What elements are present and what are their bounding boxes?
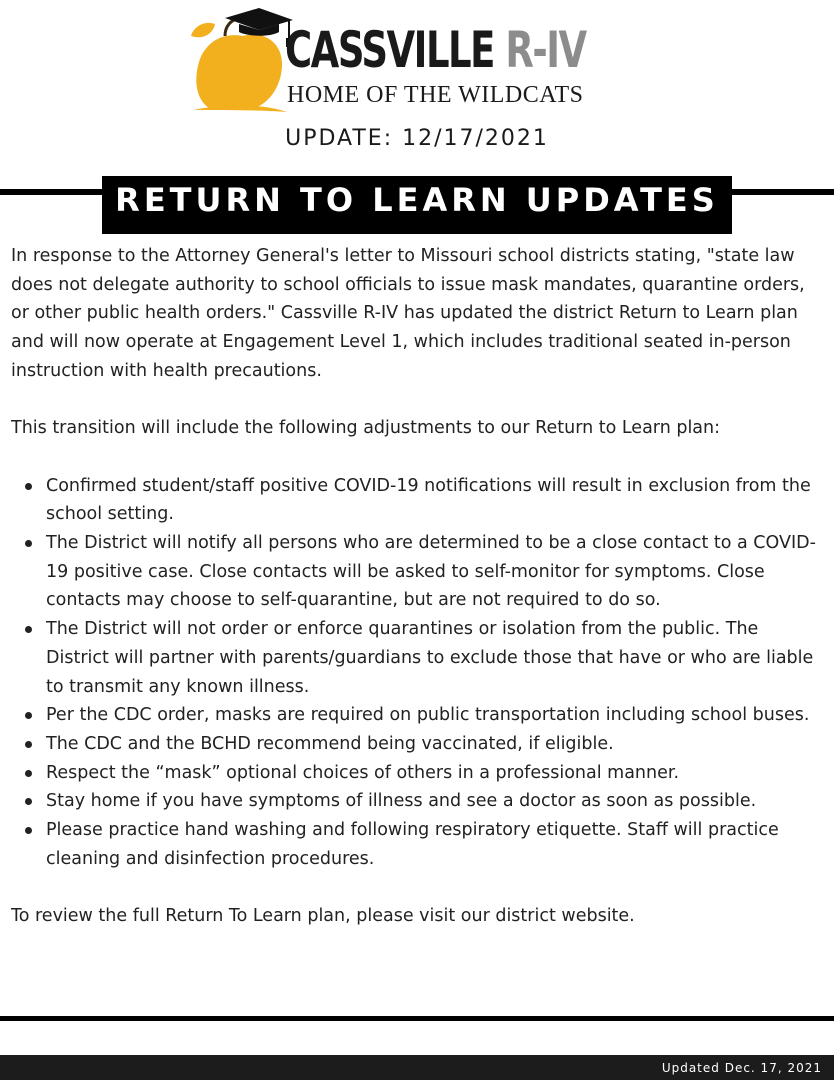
bottom-divider [0,1016,834,1021]
footer-bar [0,1055,834,1080]
brand-name: CASSVILLE R-IV [285,21,586,79]
district-logo [185,6,635,118]
transition-paragraph: This transition will include the following adjustments to our Return to Learn plan: [11,418,721,439]
list-item: Please practice hand washing and following respiratory etiquette. Staff will practice cleaning and disinfection procedures. [46,816,826,873]
page-title: RETURN TO LEARN UPDATES [102,176,732,234]
adjustments-list [11,472,826,874]
update-date: UPDATE: 12/17/2021 [285,126,549,151]
brand-tagline: HOME OF THE WILDCATS [287,82,584,108]
list-item: The CDC and the BCHD recommend being vaccinated, if eligible. [46,730,826,759]
article-body [11,242,826,931]
list-item: Respect the “mask” optional choices of others in a professional manner. [46,759,826,788]
list-item: The District will notify all persons who are determined to be a close contact to a COVID-19 positive case. Close contacts will be asked to self-monitor for symptoms. Close contacts may choose to self-quarantine, but are not required to do so. [46,529,826,615]
list-item: The District will not order or enforce quarantines or isolation from the public. The District will partner with parents/guardians to exclude those that have or who are liable to transmit any known illness. [46,615,826,701]
list-item: Stay home if you have symptoms of illness and see a doctor as soon as possible. [46,787,826,816]
apple-graduation-cap-icon [185,6,295,118]
footer-updated-label: Updated Dec. 17, 2021 [661,1061,822,1075]
list-item: Per the CDC order, masks are required on public transportation including school buses. [46,701,826,730]
intro-paragraph: In response to the Attorney General's letter to Missouri school districts stating, "state law does not delegate authority to school officials to issue mask mandates, quarantine orders, or other public health orders." Cassville R-IV has updated the district Return to Learn plan and will now operate at Engagement Level 1, which includes traditional seated in-person instruction with health precautions. [11,246,805,381]
list-item: Confirmed student/staff positive COVID-19 notifications will result in exclusion from the school setting. [46,472,826,529]
closing-paragraph: To review the full Return To Learn plan, please visit our district website. [11,906,635,927]
